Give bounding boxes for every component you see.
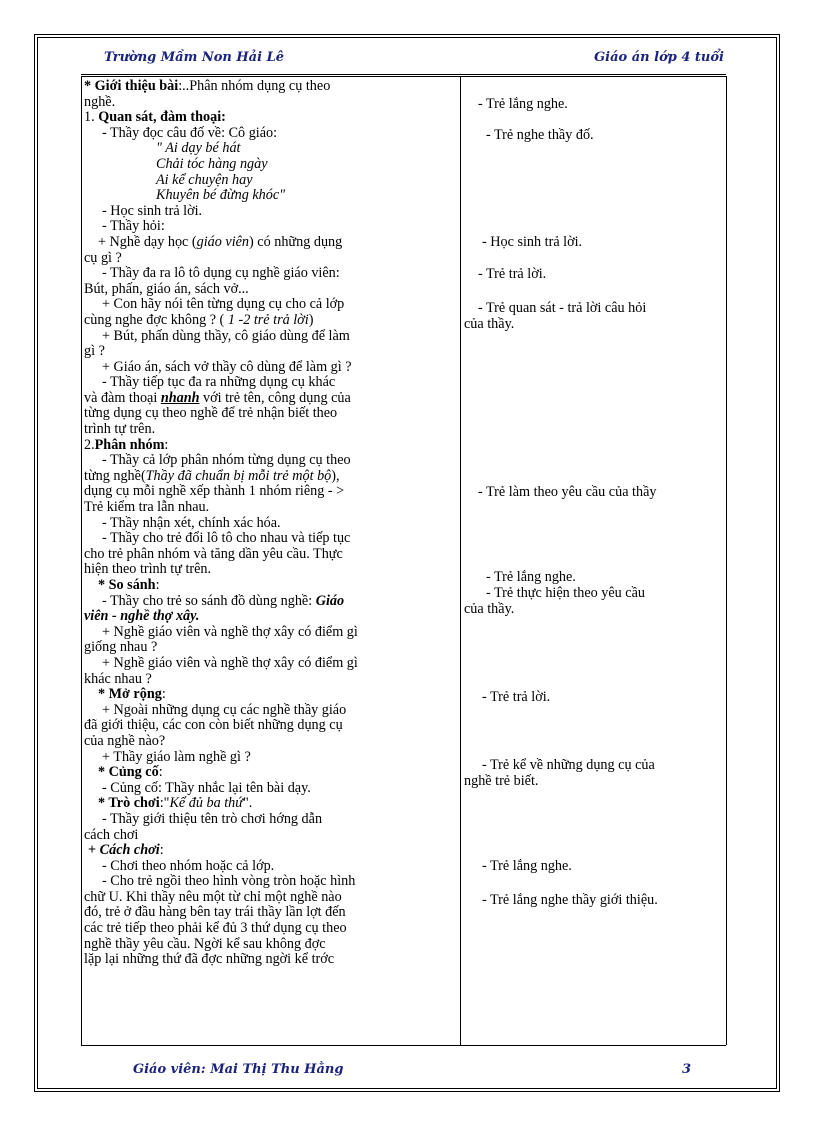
extend-heading: * Mở rộng: bbox=[98, 686, 166, 703]
student-response: của thầy. bbox=[464, 316, 515, 332]
student-response: - Trẻ lắng nghe thầy giới thiệu. bbox=[482, 892, 658, 908]
review-heading: * Củng cố: bbox=[98, 764, 163, 781]
table-top-border bbox=[81, 76, 726, 77]
how-to-play-heading: + Cách chơi: bbox=[88, 842, 164, 859]
student-response: của thầy. bbox=[464, 601, 515, 617]
student-response: - Trẻ làm theo yêu cầu của thầy bbox=[478, 484, 657, 500]
table-right-border bbox=[726, 76, 727, 1045]
table-left-border bbox=[81, 76, 82, 1045]
riddle-line: Khuyên bé đừng khóc" bbox=[156, 187, 286, 204]
riddle-line: Ai kể chuyện hay bbox=[156, 171, 253, 188]
student-activities-column bbox=[464, 79, 724, 1045]
student-response: nghề trẻ biết. bbox=[464, 773, 539, 789]
footer-teacher: Giáo viên: Mai Thị Thu Hằng bbox=[133, 1062, 344, 1077]
page-number: 3 bbox=[682, 1062, 692, 1077]
student-response: - Học sinh trả lời. bbox=[482, 234, 583, 250]
header-lesson-plan: Giáo án lớp 4 tuổi bbox=[594, 50, 724, 65]
header-rule bbox=[81, 74, 726, 75]
riddle-line: Chải tóc hàng ngày bbox=[156, 155, 268, 172]
student-response: - Trẻ lắng nghe. bbox=[478, 96, 568, 112]
teacher-activities-column: * Giới thiệu bài:..Phân nhóm dụng cụ theo nghề. 1. Quan sát, đàm thoại: - Thầy đọc câu đố về: Cô giáo: " Ai dạy bé hát Chải tóc hàng ngày Ai kể chuyện hay Khuyên bé đừng khóc" - Học sinh trả lời. - Thầy hỏi: + Nghề dạy học (giáo viên) có những dụng cụ gì ? - Thầy đa ra lô tô dụng cụ nghề giáo viên: Bút, phấn, giáo án, sách vở... + Con hãy nói tên từng dụng cụ cho cả lớp cùng nghe đợc không ? ( 1 -2 trẻ trả lời) + Bút, phấn dùng thầy, cô giáo dùng để làm gì ? + Giáo án, sách vở thầy cô dùng để làm gì ? - Thầy tiếp tục đa ra những dụng cụ khác và đàm thoại nhanh với trẻ tên, công dụng của từng dụng cụ theo nghề để trẻ nhận biết theo trình tự trên. 2.Phân nhóm: - Thầy cả lớp phân nhóm từng dụng cụ theo từng nghề(Thầy đã chuẩn bị mỗi trẻ một bộ), dụng cụ mỗi nghề xếp thành 1 nhóm riêng - > Trẻ kiểm tra lẫn nhau. - Thầy nhận xét, chính xác hóa. - Thầy cho trẻ đổi lô tô cho nhau và tiếp tục cho trẻ phân nhóm và tăng dần yêu cầu. Thực hiện theo trình tự trên. * So sánh: - Thầy cho trẻ so sánh đồ dùng nghề: Giáo viên - nghề thợ xây. + Nghề giáo viên và nghề thợ xây có điểm gì giống nhau ? + Nghề giáo viên và nghề thợ xây có điểm gì khác nhau ? * Mở rộng: + Ngoài những dụng cụ các nghề thầy giáo đã giới thiệu, các con còn biết những dụng cụ của nghề nào? + Thầy giáo làm nghề gì ? * Củng cố: - Củng cố: Thầy nhắc lại tên bài dạy. * Trò chơi:"Kể đủ ba thứ". - Thầy giới thiệu tên trò chơi hớng dẫn cách chơi + Cách chơi: - Chơi theo nhóm hoặc cả lớp. - Cho trẻ ngồi theo hình vòng tròn hoặc hình chữ U. Khi thầy nêu một từ chỉ một nghề nào đó, trẻ ở đầu hàng bên tay trái thầy lần lợt đến các trẻ tiếp theo phải kể đủ 3 thứ dụng cụ theo nghề thầy yêu cầu. Ngời kể sau không đợc lặp lại những thứ đã đợc những ngời kể trớc bbox=[84, 79, 456, 1045]
intro-line: * Giới thiệu bài:..Phân nhóm dụng cụ theo bbox=[84, 79, 331, 94]
student-response: - Trẻ trả lời. bbox=[478, 266, 547, 282]
table-column-divider bbox=[460, 76, 461, 1045]
student-response: - Trẻ lắng nghe. bbox=[482, 858, 572, 874]
header-school: Trường Mầm Non Hải Lê bbox=[104, 50, 284, 65]
student-response: - Trẻ lắng nghe. bbox=[486, 569, 576, 585]
game-heading: * Trò chơi:"Kể đủ ba thứ". bbox=[98, 795, 253, 812]
student-response: - Trẻ nghe thầy đố. bbox=[486, 127, 594, 143]
student-response: - Trẻ trả lời. bbox=[482, 689, 551, 705]
compare-heading: * So sánh: bbox=[98, 577, 160, 593]
riddle-line: " Ai dạy bé hát bbox=[156, 140, 241, 157]
table-bottom-border bbox=[81, 1045, 726, 1046]
student-response: - Trẻ thực hiện theo yêu cầu bbox=[486, 585, 645, 601]
student-response: - Trẻ kể về những dụng cụ của bbox=[482, 757, 655, 773]
section-2-heading: 2.Phân nhóm: bbox=[84, 436, 169, 453]
section-1-heading: 1. Quan sát, đàm thoại: bbox=[84, 109, 226, 126]
student-response: - Trẻ quan sát - trả lời câu hỏi bbox=[478, 300, 647, 316]
